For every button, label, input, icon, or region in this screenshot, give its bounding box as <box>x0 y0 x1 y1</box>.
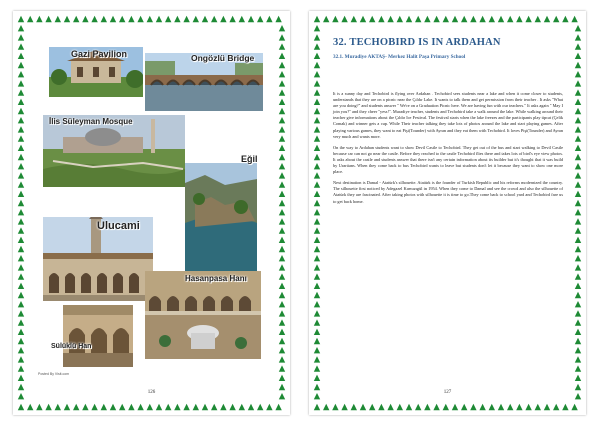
tree-icon <box>314 191 320 197</box>
tree-icon <box>332 404 338 410</box>
tree-icon <box>279 209 285 215</box>
tree-icon <box>18 301 24 307</box>
tree-icon <box>443 16 449 22</box>
tree-icon <box>562 16 568 22</box>
left-page <box>13 11 290 415</box>
tree-icon <box>279 347 285 353</box>
tree-icon <box>18 108 24 114</box>
tree-icon <box>45 404 51 410</box>
tree-icon <box>516 404 522 410</box>
tree-icon <box>18 89 24 95</box>
tree-icon <box>193 404 199 410</box>
tree-icon <box>323 404 329 410</box>
tree-icon <box>314 25 320 31</box>
caption-hasanpasa-hani: Hasanpasa Hanı <box>185 274 247 283</box>
tree-icon <box>202 404 208 410</box>
tree-icon <box>360 404 366 410</box>
tree-icon <box>575 310 581 316</box>
tree-icon <box>165 404 171 410</box>
tree-icon <box>279 89 285 95</box>
tree-icon <box>575 99 581 105</box>
tree-icon <box>279 255 285 261</box>
tree-icon <box>571 16 577 22</box>
tree-icon <box>279 273 285 279</box>
tree-icon <box>279 365 285 371</box>
tree-icon <box>314 264 320 270</box>
tree-icon <box>202 16 208 22</box>
tree-icon <box>575 209 581 215</box>
tree-icon <box>18 246 24 252</box>
tree-icon <box>110 16 116 22</box>
tree-icon <box>18 375 24 381</box>
tree-icon <box>575 191 581 197</box>
tree-icon <box>279 135 285 141</box>
caption-suleyman-mosque: İlis Süleyman Mosque <box>49 117 133 126</box>
tree-icon <box>18 404 24 410</box>
tree-icon <box>314 172 320 178</box>
tree-icon <box>18 172 24 178</box>
tree-icon <box>18 71 24 77</box>
tree-icon <box>575 329 581 335</box>
tree-icon <box>479 16 485 22</box>
tree-icon <box>314 375 320 381</box>
tree-icon <box>248 404 254 410</box>
tree-icon <box>239 16 245 22</box>
tree-icon <box>525 16 531 22</box>
tree-icon <box>360 16 366 22</box>
tree-icon <box>571 404 577 410</box>
tree-icon <box>575 218 581 224</box>
tree-icon <box>314 62 320 68</box>
tree-icon <box>489 16 495 22</box>
tree-icon <box>91 404 97 410</box>
caption-egil: Eğil <box>241 154 258 164</box>
tree-icon <box>147 404 153 410</box>
tree-icon <box>110 404 116 410</box>
tree-icon <box>314 209 320 215</box>
tree-icon <box>433 16 439 22</box>
tree-icon <box>314 154 320 160</box>
tree-icon <box>211 16 217 22</box>
tree-icon <box>575 34 581 40</box>
tree-icon <box>516 16 522 22</box>
tree-icon <box>575 255 581 261</box>
tree-icon <box>314 356 320 362</box>
tree-icon <box>279 163 285 169</box>
tree-icon <box>575 365 581 371</box>
tree-icon <box>18 283 24 289</box>
tree-icon <box>314 404 320 410</box>
tree-icon <box>18 25 24 31</box>
tree-icon <box>55 16 61 22</box>
tree-icon <box>314 237 320 243</box>
tree-icon <box>91 16 97 22</box>
tree-icon <box>406 404 412 410</box>
chapter-title: 32. TECHOBIRD IS IN ARDAHAN <box>333 37 501 48</box>
tree-icon <box>156 16 162 22</box>
tree-icon <box>183 404 189 410</box>
tree-icon <box>314 273 320 279</box>
tree-icon <box>314 117 320 123</box>
tree-icon <box>461 404 467 410</box>
tree-icon <box>73 404 79 410</box>
photo-hasanpasa-hani <box>145 271 261 359</box>
tree-icon <box>193 16 199 22</box>
tree-icon <box>314 108 320 114</box>
page-number-right: 127 <box>443 390 452 395</box>
tree-icon <box>461 16 467 22</box>
tree-icon <box>575 237 581 243</box>
tree-icon <box>279 62 285 68</box>
tree-icon <box>397 404 403 410</box>
tree-icon <box>279 99 285 105</box>
tree-icon <box>314 71 320 77</box>
tree-icon <box>314 347 320 353</box>
tree-icon <box>575 301 581 307</box>
tree-icon <box>498 404 504 410</box>
tree-icon <box>174 404 180 410</box>
tree-icon <box>535 16 541 22</box>
tree-icon <box>351 16 357 22</box>
tree-icon <box>279 80 285 86</box>
tree-icon <box>575 319 581 325</box>
tree-icon <box>424 16 430 22</box>
tree-icon <box>229 404 235 410</box>
tree-icon <box>174 16 180 22</box>
tree-icon <box>575 80 581 86</box>
tree-icon <box>575 108 581 114</box>
tree-icon <box>332 16 338 22</box>
right-page <box>309 11 586 415</box>
tree-icon <box>314 126 320 132</box>
tree-icon <box>498 16 504 22</box>
tree-icon <box>18 43 24 49</box>
tree-icon <box>55 404 61 410</box>
tree-icon <box>575 227 581 233</box>
tree-icon <box>279 126 285 132</box>
tree-icon <box>575 356 581 362</box>
tree-icon <box>18 191 24 197</box>
tree-icon <box>279 154 285 160</box>
tree-icon <box>314 255 320 261</box>
tree-icon <box>137 404 143 410</box>
tree-icon <box>575 163 581 169</box>
tree-icon <box>165 16 171 22</box>
caption-ulucami: Ulucami <box>97 220 140 232</box>
tree-icon <box>575 375 581 381</box>
tree-icon <box>18 227 24 233</box>
tree-icon <box>275 404 281 410</box>
tree-icon <box>18 62 24 68</box>
tree-icon <box>314 246 320 252</box>
tree-icon <box>18 16 24 22</box>
tree-icon <box>279 108 285 114</box>
tree-icon <box>18 365 24 371</box>
tree-icon <box>279 34 285 40</box>
tree-icon <box>279 264 285 270</box>
tree-icon <box>183 16 189 22</box>
tree-icon <box>525 404 531 410</box>
tree-icon <box>18 200 24 206</box>
tree-icon <box>575 145 581 151</box>
caption-ongozlu-bridge: Ongözlü Bridge <box>191 53 255 63</box>
tree-icon <box>279 200 285 206</box>
tree-icon <box>314 43 320 49</box>
tree-icon <box>119 16 125 22</box>
story-body <box>333 91 563 210</box>
tree-icon <box>575 338 581 344</box>
tree-icon <box>575 264 581 270</box>
tree-icon <box>27 404 33 410</box>
tree-icon <box>18 154 24 160</box>
tree-icon <box>279 310 285 316</box>
tree-icon <box>575 117 581 123</box>
tree-icon <box>470 16 476 22</box>
tree-icon <box>575 135 581 141</box>
tree-icon <box>575 273 581 279</box>
tree-icon <box>18 135 24 141</box>
tree-icon <box>18 209 24 215</box>
tree-icon <box>18 99 24 105</box>
tree-icon <box>575 126 581 132</box>
tree-icon <box>64 16 70 22</box>
tree-icon <box>314 227 320 233</box>
tree-icon <box>314 135 320 141</box>
tree-icon <box>18 237 24 243</box>
tree-icon <box>314 200 320 206</box>
tree-icon <box>18 163 24 169</box>
tree-icon <box>279 338 285 344</box>
tree-icon <box>323 16 329 22</box>
tree-icon <box>424 404 430 410</box>
tree-icon <box>314 99 320 105</box>
tree-icon <box>18 310 24 316</box>
tree-icon <box>18 181 24 187</box>
tree-icon <box>64 404 70 410</box>
tree-icon <box>314 292 320 298</box>
tree-icon <box>36 16 42 22</box>
tree-icon <box>18 80 24 86</box>
tree-icon <box>575 347 581 353</box>
tree-icon <box>220 404 226 410</box>
tree-icon <box>575 181 581 187</box>
tree-icon <box>575 200 581 206</box>
tree-icon <box>507 16 513 22</box>
tree-icon <box>553 16 559 22</box>
tree-icon <box>314 283 320 289</box>
tree-icon <box>369 404 375 410</box>
tree-icon <box>18 255 24 261</box>
tree-icon <box>257 16 263 22</box>
tree-icon <box>18 338 24 344</box>
tree-icon <box>18 264 24 270</box>
tree-icon <box>378 404 384 410</box>
tree-icon <box>314 329 320 335</box>
tree-icon <box>279 43 285 49</box>
tree-border-right <box>309 11 586 415</box>
tree-icon <box>18 356 24 362</box>
tree-icon <box>314 53 320 59</box>
tree-icon <box>479 404 485 410</box>
tree-icon <box>575 62 581 68</box>
tree-icon <box>406 16 412 22</box>
tree-icon <box>279 375 285 381</box>
tree-icon <box>397 16 403 22</box>
tree-icon <box>544 404 550 410</box>
tree-icon <box>452 16 458 22</box>
tree-icon <box>369 16 375 22</box>
tree-icon <box>351 404 357 410</box>
tree-icon <box>45 16 51 22</box>
tree-icon <box>314 319 320 325</box>
tree-icon <box>314 310 320 316</box>
tree-icon <box>575 154 581 160</box>
tree-icon <box>220 16 226 22</box>
tree-icon <box>275 16 281 22</box>
tree-icon <box>415 404 421 410</box>
tree-icon <box>562 404 568 410</box>
tree-icon <box>128 16 134 22</box>
tree-icon <box>341 16 347 22</box>
tree-icon <box>147 16 153 22</box>
tree-icon <box>279 301 285 307</box>
tree-icon <box>101 16 107 22</box>
tree-icon <box>279 71 285 77</box>
tree-icon <box>279 246 285 252</box>
tree-icon <box>73 16 79 22</box>
tree-icon <box>18 53 24 59</box>
tree-icon <box>575 71 581 77</box>
tree-icon <box>279 218 285 224</box>
tree-icon <box>314 163 320 169</box>
chapter-subtitle: 32.1. Muradiye AKTAŞ- Merkez Halit Paşa Primary School <box>333 54 466 60</box>
tree-icon <box>443 404 449 410</box>
tree-icon <box>452 404 458 410</box>
tree-icon <box>279 145 285 151</box>
photo-watermark: Posted By Visit.com <box>38 372 70 376</box>
tree-icon <box>266 404 272 410</box>
paragraph-3: Next destination is Damal - Atatürk's silhouette. Atatürk is the founder of Turkish Republic and his reforms modernized the country. The silhouette first noticed by Adegazel Kırmızıgül in 1954. When they come to Damal and see the crowd and also the silhouette of Atatürk they are fascinated. After taking photos with silhouette it is time to go.They come back to school yard and Techobird fare us to get back home. <box>333 180 563 204</box>
page-number-left: 126 <box>147 390 156 395</box>
tree-icon <box>575 89 581 95</box>
tree-icon <box>378 16 384 22</box>
tree-icon <box>18 218 24 224</box>
tree-icon <box>18 117 24 123</box>
tree-icon <box>279 25 285 31</box>
caption-suluklu-han: Sülüklü Han <box>51 343 92 350</box>
tree-icon <box>553 404 559 410</box>
tree-icon <box>18 292 24 298</box>
tree-icon <box>433 404 439 410</box>
tree-icon <box>314 218 320 224</box>
tree-icon <box>387 16 393 22</box>
tree-icon <box>314 338 320 344</box>
tree-icon <box>82 16 88 22</box>
tree-icon <box>279 237 285 243</box>
tree-icon <box>279 283 285 289</box>
tree-icon <box>507 404 513 410</box>
paragraph-2: On the way to Ardahan students want to show Devil Castle to Techobird. They get out of the bus and start walking to Devil Castle because car can not go near the castle. Before they reached to the castle Techobird flies there and takes lots of bird's eye view photos. It asks about the castle and students answer that there isn't any certain information about its builder but it's thought that it was build by Urartians. When they come back to bus Techobird wants to leave but students don't let it because they want to show one more place. <box>333 144 563 175</box>
tree-icon <box>18 347 24 353</box>
tree-icon <box>575 172 581 178</box>
tree-icon <box>156 404 162 410</box>
tree-icon <box>279 356 285 362</box>
tree-icon <box>575 43 581 49</box>
tree-icon <box>211 404 217 410</box>
tree-icon <box>101 404 107 410</box>
tree-icon <box>18 34 24 40</box>
tree-icon <box>535 404 541 410</box>
tree-icon <box>575 283 581 289</box>
tree-icon <box>279 319 285 325</box>
tree-icon <box>544 16 550 22</box>
tree-icon <box>27 16 33 22</box>
tree-icon <box>279 191 285 197</box>
tree-icon <box>266 16 272 22</box>
tree-icon <box>575 246 581 252</box>
tree-icon <box>36 404 42 410</box>
tree-icon <box>128 404 134 410</box>
tree-icon <box>575 25 581 31</box>
tree-icon <box>314 301 320 307</box>
tree-icon <box>314 365 320 371</box>
tree-icon <box>137 16 143 22</box>
tree-icon <box>119 404 125 410</box>
tree-icon <box>82 404 88 410</box>
tree-icon <box>239 404 245 410</box>
tree-icon <box>257 404 263 410</box>
tree-icon <box>18 319 24 325</box>
tree-icon <box>18 273 24 279</box>
tree-icon <box>248 16 254 22</box>
tree-icon <box>470 404 476 410</box>
tree-icon <box>279 172 285 178</box>
tree-icon <box>279 329 285 335</box>
tree-icon <box>279 292 285 298</box>
tree-icon <box>279 181 285 187</box>
tree-icon <box>18 329 24 335</box>
tree-icon <box>575 292 581 298</box>
tree-icon <box>279 53 285 59</box>
tree-icon <box>18 126 24 132</box>
tree-icon <box>18 145 24 151</box>
photo-egil <box>185 163 257 271</box>
tree-icon <box>314 181 320 187</box>
tree-icon <box>314 34 320 40</box>
caption-gazi-pavilion: Gazi Pavilion <box>71 49 128 59</box>
tree-icon <box>314 16 320 22</box>
tree-icon <box>229 16 235 22</box>
tree-icon <box>314 145 320 151</box>
tree-icon <box>387 404 393 410</box>
tree-icon <box>415 16 421 22</box>
tree-icon <box>314 89 320 95</box>
photo-suluklu-han <box>63 305 133 367</box>
tree-icon <box>279 227 285 233</box>
tree-icon <box>489 404 495 410</box>
paragraph-1: It is a sunny day and Techobird is flying over Ardahan . Techobird sees students near a lake and when it come closer to students, understands that they are on a picnic near the Çıldır Lake. It wants to talk them and get permission from their teacher . It asks "What are you doing?" and students answer " We're on a Graduation Picnic here. We are having fun with our teachers." It asks again " May I join you?" and they cheer "yess!". Muradiye teacher, students and Techobird take a walk around the lake. While walking around their teacher give informations about the Çıldır Ice Festival. The festival starts when the lake freezes and the participants play tipcat (Çelik Comak) and winner gets a cup. While Their teacher talking they take lots of photos around the lake and start playing games. After playing various games, they want to eat Pişi(Tounder) with Ayran and they eat them with Techobird. It loves Pişi(Tounder) and Ayran very much and wants more. <box>333 91 563 139</box>
tree-icon <box>314 80 320 86</box>
tree-icon <box>279 117 285 123</box>
tree-icon <box>341 404 347 410</box>
tree-icon <box>575 53 581 59</box>
